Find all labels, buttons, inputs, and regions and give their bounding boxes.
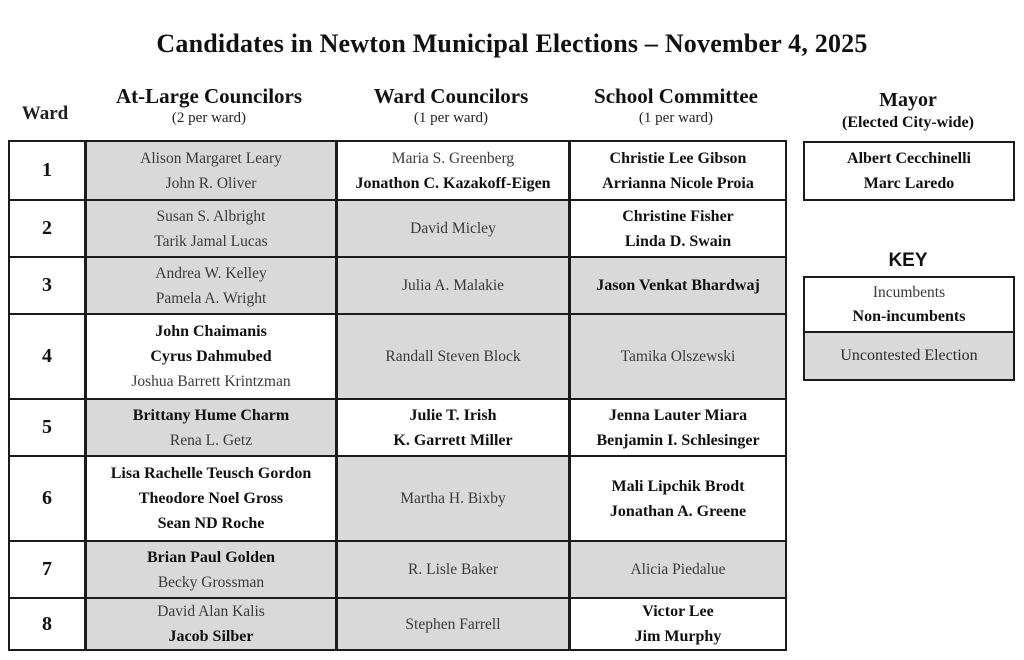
candidate-name: Cyrus Dahmubed <box>150 348 272 365</box>
candidate-name: Julia A. Malakie <box>401 277 505 294</box>
candidate-name: Benjamin I. Schlesinger <box>596 431 760 449</box>
school-committee-cell-ward-4 <box>571 313 785 398</box>
ward-councilors-cell-ward-8 <box>338 597 568 649</box>
ward-number: 3 <box>10 256 84 313</box>
candidate-name: Randall Steven Block <box>385 348 521 365</box>
candidate-name: David Micley <box>410 220 496 237</box>
ward-councilors-header-subtitle: (1 per ward) <box>413 110 489 127</box>
school-committee-cell-ward-1 <box>571 142 785 199</box>
candidate-name: Arrianna Nicole Proia <box>602 174 754 192</box>
column-header-ward-councilors <box>336 84 566 127</box>
candidate-name: Jonathon C. Kazakoff-Eigen <box>355 174 551 192</box>
key-legend-box <box>803 276 1015 381</box>
ward-number: 1 <box>10 142 84 199</box>
candidate-name: Brian Paul Golden <box>146 548 276 566</box>
candidate-name: Pamela A. Wright <box>155 289 267 307</box>
candidate-name: David Alan Kalis <box>157 603 265 620</box>
school-committee-cell-ward-7 <box>571 540 785 597</box>
candidate-name: Jim Murphy <box>634 628 722 645</box>
ward-number: 7 <box>10 540 84 597</box>
page-title: Candidates in Newton Municipal Elections – November 4, 2025 <box>156 29 868 58</box>
candidate-name: Marc Laredo <box>863 175 955 192</box>
ward-councilors-cell-ward-6 <box>338 455 568 540</box>
candidate-name: Alicia Piedalue <box>630 561 726 578</box>
candidate-name: Julie T. Irish <box>409 406 497 424</box>
school-committee-cell-ward-2 <box>571 199 785 256</box>
at-large-header-subtitle: (2 per ward) <box>171 110 247 127</box>
at-large-councilors-column <box>85 140 337 651</box>
school-committee-cell-ward-5 <box>571 398 785 455</box>
candidate-name: Martha H. Bixby <box>400 490 506 507</box>
ward-councilors-header-label: Ward Councilors <box>373 84 529 108</box>
candidate-name: Brittany Hume Charm <box>132 406 290 424</box>
ward-councilors-column <box>336 140 570 651</box>
ward-councilors-cell-ward-2 <box>338 199 568 256</box>
key-non-incumbents-label: Non-incumbents <box>852 307 966 325</box>
ward-councilors-cell-ward-7 <box>338 540 568 597</box>
ward-councilors-cell-ward-4 <box>338 313 568 398</box>
key-title: KEY <box>888 250 928 271</box>
candidate-name: Christine Fisher <box>622 207 734 225</box>
candidate-name: R. Lisle Baker <box>408 561 498 578</box>
mayor-header-label: Mayor <box>879 89 937 111</box>
ward-number: 6 <box>10 455 84 540</box>
candidate-name: Joshua Barrett Krintzman <box>131 373 291 390</box>
candidate-name: Susan S. Albright <box>156 207 266 225</box>
column-header-school-committee <box>569 84 783 127</box>
candidate-name: Tamika Olszewski <box>620 348 736 365</box>
at-large-cell-ward-7 <box>87 540 335 597</box>
at-large-cell-ward-1 <box>87 142 335 199</box>
ward-councilors-cell-ward-5 <box>338 398 568 455</box>
candidate-name: Lisa Rachelle Teusch Gordon <box>110 465 312 482</box>
school-committee-cell-ward-6 <box>571 455 785 540</box>
candidate-name: Jacob Silber <box>168 628 254 645</box>
at-large-cell-ward-2 <box>87 199 335 256</box>
ward-number: 8 <box>10 597 84 649</box>
key-contested-section <box>805 278 1013 331</box>
school-committee-cell-ward-3 <box>571 256 785 313</box>
at-large-cell-ward-6 <box>87 455 335 540</box>
column-header-mayor <box>800 89 1016 132</box>
school-committee-header-label: School Committee <box>594 84 758 108</box>
school-committee-column <box>569 140 787 651</box>
candidate-name: John Chaimanis <box>155 323 267 340</box>
candidate-name: Sean ND Roche <box>157 515 265 532</box>
column-header-ward <box>8 103 82 125</box>
candidate-name: Alison Margaret Leary <box>140 149 282 167</box>
ward-number: 2 <box>10 199 84 256</box>
ward-councilors-cell-ward-1 <box>338 142 568 199</box>
ward-councilors-cell-ward-3 <box>338 256 568 313</box>
candidate-name: Stephen Farrell <box>405 615 501 633</box>
candidate-name: Andrea W. Kelley <box>155 264 267 282</box>
school-committee-cell-ward-8 <box>571 597 785 649</box>
candidate-name: K. Garrett Miller <box>393 431 513 449</box>
candidate-name: John R. Oliver <box>165 174 257 192</box>
candidate-name: Maria S. Greenberg <box>391 149 515 167</box>
at-large-cell-ward-4 <box>87 313 335 398</box>
at-large-header-label: At-Large Councilors <box>115 84 303 108</box>
school-committee-header-subtitle: (1 per ward) <box>638 110 714 127</box>
candidate-name: Albert Cecchinelli <box>847 150 971 167</box>
key-uncontested-label: Uncontested Election <box>805 331 1013 379</box>
candidate-name: Tarik Jamal Lucas <box>154 232 268 250</box>
candidate-name: Christie Lee Gibson <box>609 149 747 167</box>
candidate-name: Mali Lipchik Brodt <box>611 477 745 495</box>
candidate-name: Jenna Lauter Miara <box>608 406 748 424</box>
column-header-at-large <box>85 84 333 127</box>
candidate-name: Theodore Noel Gross <box>138 490 284 507</box>
candidate-name: Becky Grossman <box>157 573 265 591</box>
candidate-name: Jason Venkat Bhardwaj <box>596 277 760 294</box>
ward-header-label: Ward <box>21 103 69 124</box>
candidate-name: Rena L. Getz <box>169 431 253 449</box>
at-large-cell-ward-5 <box>87 398 335 455</box>
mayor-header-subtitle: (Elected City-wide) <box>842 114 974 131</box>
key-incumbents-label: Incumbents <box>872 283 946 301</box>
ward-number: 5 <box>10 398 84 455</box>
ward-number-column <box>8 140 86 651</box>
mayor-candidates-box <box>803 141 1015 201</box>
candidate-name: Jonathan A. Greene <box>609 502 747 520</box>
candidate-name: Linda D. Swain <box>624 232 732 250</box>
at-large-cell-ward-8 <box>87 597 335 649</box>
at-large-cell-ward-3 <box>87 256 335 313</box>
ward-number: 4 <box>10 313 84 398</box>
candidate-name: Victor Lee <box>642 603 714 620</box>
